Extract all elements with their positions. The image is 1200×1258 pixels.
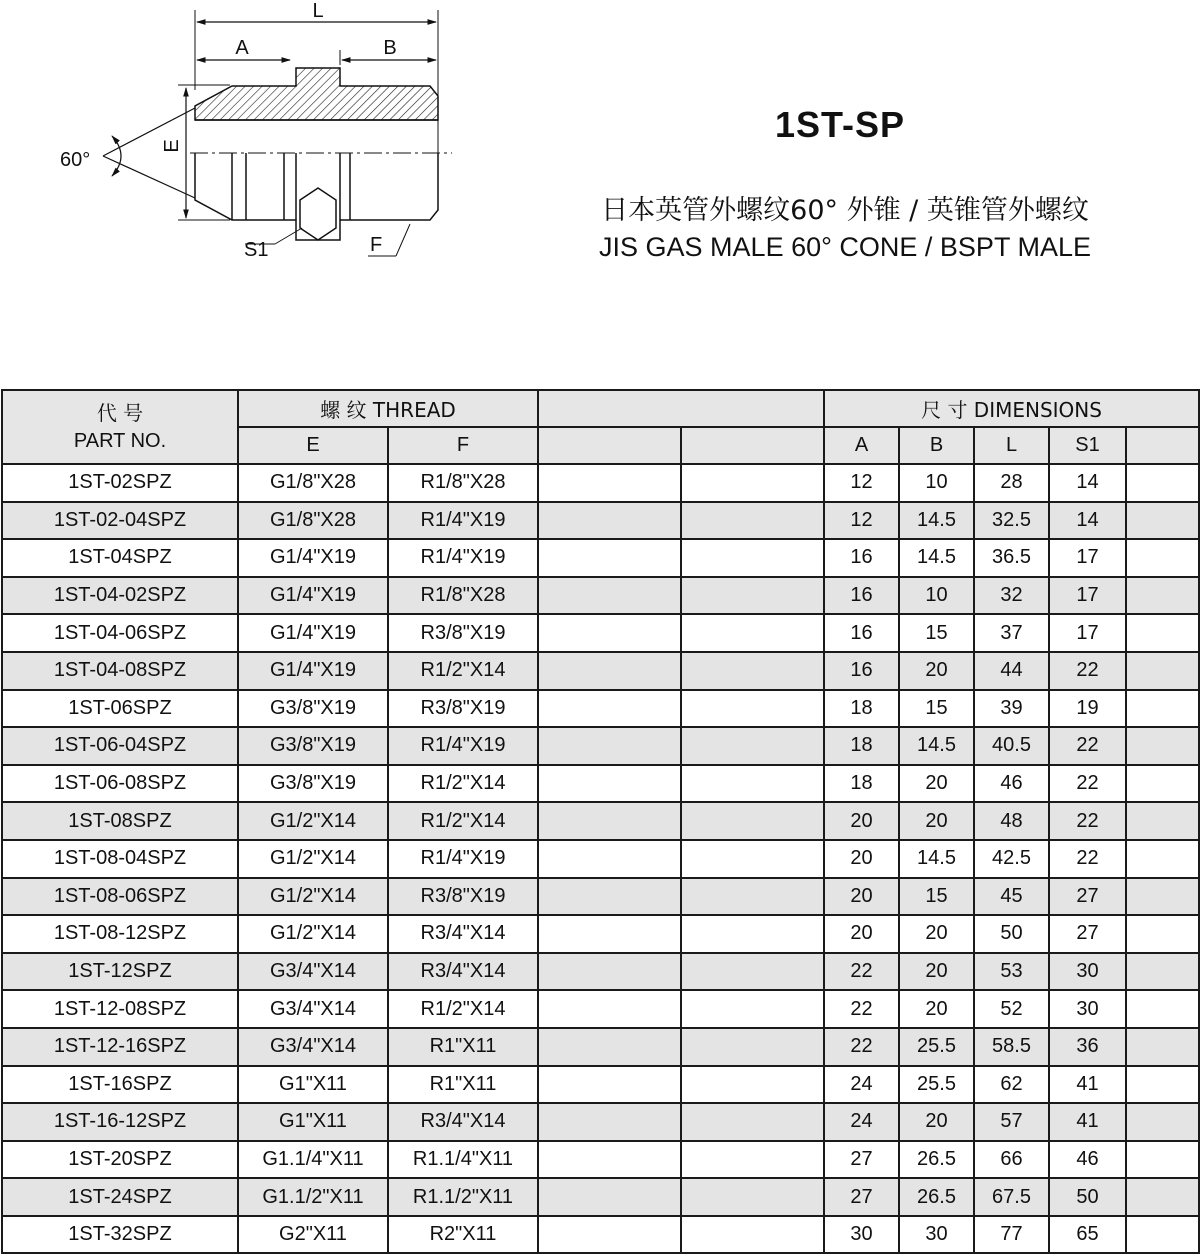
thread-e-cell: G1/4"X19	[238, 614, 388, 652]
column-header-B: B	[899, 427, 974, 464]
part-number-cell: 1ST-12-08SPZ	[2, 990, 238, 1028]
dim-label-F: F	[370, 234, 383, 256]
dimension-b-cell: 15	[899, 878, 974, 916]
blank-cell-2	[681, 464, 824, 502]
blank-cell-3	[1126, 840, 1199, 878]
part-number-cell: 1ST-12SPZ	[2, 953, 238, 991]
table-row	[2, 1103, 1199, 1141]
dimension-b-cell: 25.5	[899, 1066, 974, 1104]
dimension-l-cell: 32	[974, 577, 1049, 615]
blank-cell-3	[1126, 802, 1199, 840]
part-number-cell: 1ST-20SPZ	[2, 1141, 238, 1179]
table-row	[2, 878, 1199, 916]
dim-label-angle: 60°	[60, 149, 91, 171]
blank-cell-3	[1126, 915, 1199, 953]
dimension-a-cell: 27	[824, 1178, 899, 1216]
specification-table	[1, 389, 1200, 1254]
thread-f-cell: R3/4"X14	[388, 915, 538, 953]
dimension-a-cell: 27	[824, 1141, 899, 1179]
dimension-a-cell: 18	[824, 765, 899, 803]
dimension-l-cell: 67.5	[974, 1178, 1049, 1216]
column-header-F: F	[388, 427, 538, 464]
dimension-l-cell: 39	[974, 690, 1049, 728]
dimension-a-cell: 24	[824, 1066, 899, 1104]
blank-cell-3	[1126, 1028, 1199, 1066]
blank-header	[538, 390, 824, 427]
blank-cell-1	[538, 1141, 681, 1179]
dimension-s1-cell: 65	[1049, 1216, 1126, 1254]
blank-cell-1	[538, 1216, 681, 1254]
dimension-s1-cell: 17	[1049, 539, 1126, 577]
dim-label-A: A	[235, 37, 249, 59]
table-row	[2, 915, 1199, 953]
blank-cell-1	[538, 614, 681, 652]
table-row	[2, 539, 1199, 577]
blank-cell-3	[1126, 878, 1199, 916]
dimension-b-cell: 26.5	[899, 1178, 974, 1216]
dimension-b-cell: 20	[899, 765, 974, 803]
dimension-l-cell: 40.5	[974, 727, 1049, 765]
table-row	[2, 1141, 1199, 1179]
part-number-cell: 1ST-04SPZ	[2, 539, 238, 577]
dim-label-S1: S1	[244, 239, 269, 261]
thread-e-cell: G3/8"X19	[238, 765, 388, 803]
dimension-a-cell: 16	[824, 577, 899, 615]
dimension-b-cell: 15	[899, 690, 974, 728]
fitting-drawing	[0, 0, 470, 280]
description-english: JIS GAS MALE 60° CONE / BSPT MALE	[599, 232, 1091, 262]
dimension-s1-cell: 14	[1049, 502, 1126, 540]
dimension-a-cell: 18	[824, 690, 899, 728]
column-header-blank-2	[681, 427, 824, 464]
dimension-b-cell: 20	[899, 652, 974, 690]
dimension-a-cell: 20	[824, 840, 899, 878]
blank-cell-3	[1126, 577, 1199, 615]
blank-cell-2	[681, 802, 824, 840]
column-header-A: A	[824, 427, 899, 464]
part-number-cell: 1ST-08SPZ	[2, 802, 238, 840]
blank-cell-1	[538, 1066, 681, 1104]
table-row	[2, 765, 1199, 803]
blank-cell-2	[681, 1103, 824, 1141]
dimension-a-cell: 12	[824, 502, 899, 540]
thread-e-cell: G3/4"X14	[238, 1028, 388, 1066]
blank-cell-1	[538, 539, 681, 577]
thread-f-cell: R1.1/2"X11	[388, 1178, 538, 1216]
thread-e-cell: G1.1/4"X11	[238, 1141, 388, 1179]
blank-cell-2	[681, 840, 824, 878]
blank-cell-1	[538, 464, 681, 502]
thread-e-cell: G1/2"X14	[238, 915, 388, 953]
dimension-l-cell: 77	[974, 1216, 1049, 1254]
thread-f-cell: R1/4"X19	[388, 727, 538, 765]
blank-cell-2	[681, 690, 824, 728]
blank-cell-1	[538, 502, 681, 540]
part-number-cell: 1ST-24SPZ	[2, 1178, 238, 1216]
part-number-cell: 1ST-12-16SPZ	[2, 1028, 238, 1066]
dimension-l-cell: 52	[974, 990, 1049, 1028]
table-row	[2, 502, 1199, 540]
thread-e-cell: G1/4"X19	[238, 539, 388, 577]
blank-cell-2	[681, 577, 824, 615]
thread-e-cell: G1/4"X19	[238, 652, 388, 690]
thread-e-cell: G2"X11	[238, 1216, 388, 1254]
dimension-b-cell: 15	[899, 614, 974, 652]
dimension-l-cell: 66	[974, 1141, 1049, 1179]
dimension-a-cell: 20	[824, 878, 899, 916]
table-row	[2, 1216, 1199, 1254]
blank-cell-2	[681, 1141, 824, 1179]
part-number-cell: 1ST-02-04SPZ	[2, 502, 238, 540]
thread-e-cell: G1/2"X14	[238, 840, 388, 878]
table-row	[2, 577, 1199, 615]
dimension-a-cell: 18	[824, 727, 899, 765]
dimension-a-cell: 22	[824, 1028, 899, 1066]
column-header-L: L	[974, 427, 1049, 464]
product-title: 1ST-SP	[774, 104, 906, 145]
dimension-b-cell: 25.5	[899, 1028, 974, 1066]
dimension-l-cell: 62	[974, 1066, 1049, 1104]
thread-header: 螺 纹 THREAD	[238, 390, 538, 427]
part-number-cell: 1ST-02SPZ	[2, 464, 238, 502]
table-row	[2, 614, 1199, 652]
blank-cell-3	[1126, 539, 1199, 577]
dimension-a-cell: 20	[824, 802, 899, 840]
blank-cell-1	[538, 915, 681, 953]
blank-cell-1	[538, 577, 681, 615]
thread-f-cell: R2"X11	[388, 1216, 538, 1254]
blank-cell-3	[1126, 690, 1199, 728]
part-number-cell: 1ST-04-08SPZ	[2, 652, 238, 690]
part-number-cell: 1ST-16-12SPZ	[2, 1103, 238, 1141]
blank-cell-2	[681, 652, 824, 690]
blank-cell-2	[681, 502, 824, 540]
column-header-blank-3	[1126, 427, 1199, 464]
part-number-cell: 1ST-08-12SPZ	[2, 915, 238, 953]
part-number-cell: 1ST-32SPZ	[2, 1216, 238, 1254]
part-number-header-cn: 代 号	[96, 401, 144, 425]
blank-cell-3	[1126, 953, 1199, 991]
thread-f-cell: R1/2"X14	[388, 990, 538, 1028]
blank-cell-2	[681, 765, 824, 803]
thread-e-cell: G1"X11	[238, 1103, 388, 1141]
dimension-a-cell: 16	[824, 539, 899, 577]
thread-e-cell: G3/4"X14	[238, 990, 388, 1028]
dimension-b-cell: 10	[899, 577, 974, 615]
blank-cell-1	[538, 1103, 681, 1141]
dimension-s1-cell: 46	[1049, 1141, 1126, 1179]
dimension-s1-cell: 27	[1049, 915, 1126, 953]
part-number-cell: 1ST-06-04SPZ	[2, 727, 238, 765]
blank-cell-1	[538, 1028, 681, 1066]
blank-cell-3	[1126, 1103, 1199, 1141]
dimension-l-cell: 50	[974, 915, 1049, 953]
dimension-s1-cell: 41	[1049, 1066, 1126, 1104]
dimension-l-cell: 53	[974, 953, 1049, 991]
thread-f-cell: R1/4"X19	[388, 840, 538, 878]
blank-cell-1	[538, 990, 681, 1028]
table-row	[2, 727, 1199, 765]
dimension-s1-cell: 17	[1049, 577, 1126, 615]
column-header-S1: S1	[1049, 427, 1126, 464]
dimension-b-cell: 14.5	[899, 502, 974, 540]
dimension-b-cell: 10	[899, 464, 974, 502]
thread-f-cell: R3/4"X14	[388, 953, 538, 991]
blank-cell-3	[1126, 1178, 1199, 1216]
dimension-s1-cell: 30	[1049, 990, 1126, 1028]
dimension-b-cell: 20	[899, 990, 974, 1028]
blank-cell-2	[681, 990, 824, 1028]
part-number-cell: 1ST-04-06SPZ	[2, 614, 238, 652]
dimension-s1-cell: 22	[1049, 652, 1126, 690]
thread-f-cell: R1/2"X14	[388, 802, 538, 840]
blank-cell-2	[681, 878, 824, 916]
dimension-s1-cell: 17	[1049, 614, 1126, 652]
thread-e-cell: G1/2"X14	[238, 802, 388, 840]
dimension-l-cell: 37	[974, 614, 1049, 652]
table-row	[2, 840, 1199, 878]
blank-cell-2	[681, 727, 824, 765]
blank-cell-1	[538, 953, 681, 991]
dimension-b-cell: 14.5	[899, 539, 974, 577]
thread-e-cell: G1/4"X19	[238, 577, 388, 615]
dimension-a-cell: 22	[824, 990, 899, 1028]
thread-f-cell: R3/8"X19	[388, 690, 538, 728]
dimension-a-cell: 30	[824, 1216, 899, 1254]
thread-f-cell: R1/8"X28	[388, 577, 538, 615]
dimension-s1-cell: 36	[1049, 1028, 1126, 1066]
thread-f-cell: R3/8"X19	[388, 878, 538, 916]
column-header-blank-1	[538, 427, 681, 464]
blank-cell-2	[681, 953, 824, 991]
thread-e-cell: G1/8"X28	[238, 464, 388, 502]
blank-cell-2	[681, 1066, 824, 1104]
table-row	[2, 1066, 1199, 1104]
description-chinese: 日本英管外螺纹60° 外锥 / 英锥管外螺纹	[601, 195, 1089, 226]
dimension-b-cell: 20	[899, 953, 974, 991]
dimension-a-cell: 16	[824, 614, 899, 652]
dimension-a-cell: 20	[824, 915, 899, 953]
dim-label-L: L	[312, 0, 324, 22]
dimension-l-cell: 46	[974, 765, 1049, 803]
blank-cell-3	[1126, 1216, 1199, 1254]
table-row	[2, 1178, 1199, 1216]
thread-f-cell: R1.1/4"X11	[388, 1141, 538, 1179]
dimension-l-cell: 32.5	[974, 502, 1049, 540]
blank-cell-1	[538, 652, 681, 690]
part-number-cell: 1ST-04-02SPZ	[2, 577, 238, 615]
dimension-l-cell: 57	[974, 1103, 1049, 1141]
part-number-cell: 1ST-08-04SPZ	[2, 840, 238, 878]
thread-e-cell: G1.1/2"X11	[238, 1178, 388, 1216]
thread-f-cell: R1/2"X14	[388, 652, 538, 690]
thread-e-cell: G3/8"X19	[238, 690, 388, 728]
dim-label-B: B	[383, 37, 397, 59]
thread-f-cell: R1/2"X14	[388, 765, 538, 803]
thread-f-cell: R1"X11	[388, 1028, 538, 1066]
blank-cell-3	[1126, 614, 1199, 652]
part-number-cell: 1ST-16SPZ	[2, 1066, 238, 1104]
dimension-b-cell: 14.5	[899, 727, 974, 765]
blank-cell-3	[1126, 652, 1199, 690]
dimension-b-cell: 26.5	[899, 1141, 974, 1179]
table-row	[2, 802, 1199, 840]
dimension-a-cell: 16	[824, 652, 899, 690]
table-row	[2, 990, 1199, 1028]
blank-cell-3	[1126, 727, 1199, 765]
table-row	[2, 652, 1199, 690]
blank-cell-2	[681, 539, 824, 577]
table-row	[2, 464, 1199, 502]
dimension-s1-cell: 41	[1049, 1103, 1126, 1141]
dimension-a-cell: 12	[824, 464, 899, 502]
dimension-b-cell: 30	[899, 1216, 974, 1254]
dimension-l-cell: 28	[974, 464, 1049, 502]
blank-cell-1	[538, 802, 681, 840]
dimension-b-cell: 14.5	[899, 840, 974, 878]
blank-cell-2	[681, 1028, 824, 1066]
blank-cell-3	[1126, 1066, 1199, 1104]
blank-cell-1	[538, 840, 681, 878]
blank-cell-1	[538, 765, 681, 803]
dimension-b-cell: 20	[899, 802, 974, 840]
dimension-l-cell: 48	[974, 802, 1049, 840]
dimension-l-cell: 58.5	[974, 1028, 1049, 1066]
blank-cell-3	[1126, 1141, 1199, 1179]
thread-e-cell: G1/8"X28	[238, 502, 388, 540]
blank-cell-3	[1126, 990, 1199, 1028]
thread-f-cell: R1/8"X28	[388, 464, 538, 502]
blank-cell-2	[681, 614, 824, 652]
dimension-a-cell: 24	[824, 1103, 899, 1141]
part-number-header	[2, 390, 238, 464]
blank-cell-1	[538, 878, 681, 916]
thread-e-cell: G1/2"X14	[238, 878, 388, 916]
dimensions-header: 尺 寸 DIMENSIONS	[824, 390, 1199, 427]
dimension-s1-cell: 30	[1049, 953, 1126, 991]
dimension-s1-cell: 14	[1049, 464, 1126, 502]
dim-label-E: E	[161, 139, 183, 153]
blank-cell-1	[538, 727, 681, 765]
part-number-cell: 1ST-06-08SPZ	[2, 765, 238, 803]
thread-f-cell: R3/8"X19	[388, 614, 538, 652]
thread-e-cell: G3/4"X14	[238, 953, 388, 991]
blank-cell-2	[681, 915, 824, 953]
dimension-s1-cell: 50	[1049, 1178, 1126, 1216]
dimension-s1-cell: 22	[1049, 802, 1126, 840]
table-row	[2, 690, 1199, 728]
table-row	[2, 953, 1199, 991]
table-body	[2, 464, 1199, 1253]
dimension-b-cell: 20	[899, 1103, 974, 1141]
table-row	[2, 1028, 1199, 1066]
dimension-b-cell: 20	[899, 915, 974, 953]
blank-cell-3	[1126, 502, 1199, 540]
dimension-a-cell: 22	[824, 953, 899, 991]
thread-f-cell: R1/4"X19	[388, 502, 538, 540]
part-number-cell: 1ST-08-06SPZ	[2, 878, 238, 916]
blank-cell-1	[538, 690, 681, 728]
thread-f-cell: R1"X11	[388, 1066, 538, 1104]
dimension-s1-cell: 22	[1049, 765, 1126, 803]
blank-cell-3	[1126, 765, 1199, 803]
blank-cell-3	[1126, 464, 1199, 502]
blank-cell-1	[538, 1178, 681, 1216]
dimension-s1-cell: 22	[1049, 727, 1126, 765]
blank-cell-2	[681, 1216, 824, 1254]
blank-cell-2	[681, 1178, 824, 1216]
part-number-header-en: PART NO.	[73, 430, 167, 452]
dimension-l-cell: 45	[974, 878, 1049, 916]
thread-f-cell: R3/4"X14	[388, 1103, 538, 1141]
thread-f-cell: R1/4"X19	[388, 539, 538, 577]
dimension-s1-cell: 22	[1049, 840, 1126, 878]
thread-e-cell: G1"X11	[238, 1066, 388, 1104]
dimension-l-cell: 42.5	[974, 840, 1049, 878]
part-number-cell: 1ST-06SPZ	[2, 690, 238, 728]
thread-e-cell: G3/8"X19	[238, 727, 388, 765]
dimension-l-cell: 36.5	[974, 539, 1049, 577]
dimension-s1-cell: 19	[1049, 690, 1126, 728]
dimension-l-cell: 44	[974, 652, 1049, 690]
column-header-E: E	[238, 427, 388, 464]
dimension-s1-cell: 27	[1049, 878, 1126, 916]
